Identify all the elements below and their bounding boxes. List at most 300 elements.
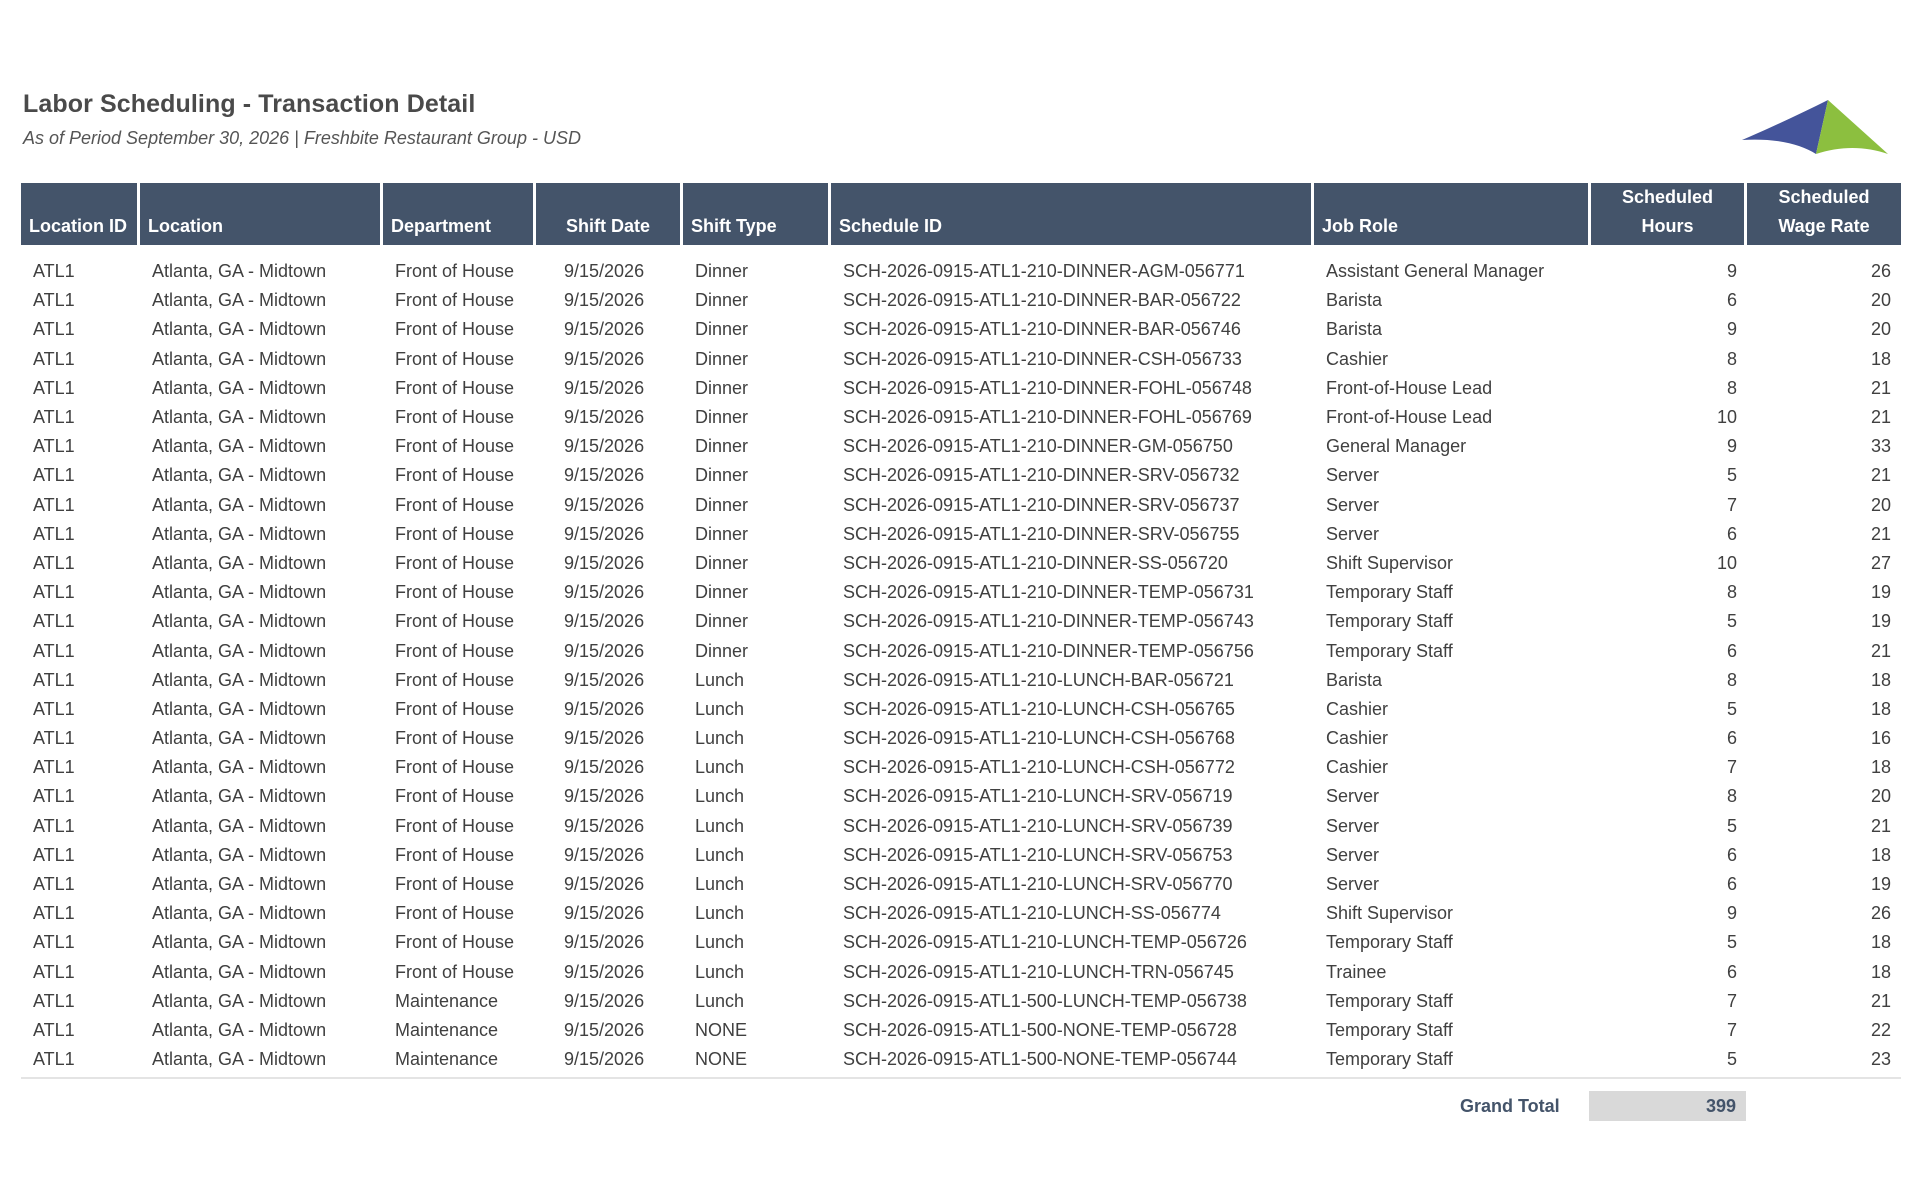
cell-job-role: Temporary Staff [1326, 611, 1453, 632]
cell-scheduled-wage-rate: 21 [1870, 377, 1891, 398]
cell-location-id: ATL1 [33, 757, 75, 778]
cell-shift-type: Lunch [695, 669, 745, 690]
cell-location: Atlanta, GA - Midtown [152, 990, 327, 1011]
cell-job-role: Temporary Staff [1326, 640, 1453, 661]
table-row[interactable] [21, 870, 1901, 899]
cell-department: Front of House [395, 319, 515, 340]
transaction-table-container [21, 183, 1901, 1074]
cell-shift-date: 9/15/2026 [564, 757, 645, 778]
cell-location-id: ATL1 [33, 698, 75, 719]
cell-scheduled-hours: 7 [1726, 1019, 1737, 1040]
cell-scheduled-wage-rate: 19 [1870, 611, 1891, 632]
cell-job-role: Temporary Staff [1326, 582, 1453, 603]
cell-schedule-id: SCH-2026-0915-ATL1-210-LUNCH-SRV-056739 [843, 815, 1233, 836]
cell-location-id: ATL1 [33, 1019, 75, 1040]
cell-location: Atlanta, GA - Midtown [152, 290, 327, 311]
cell-location-id: ATL1 [33, 465, 75, 486]
cell-location-id: ATL1 [33, 961, 75, 982]
table-row[interactable] [21, 812, 1901, 841]
cell-shift-type: Dinner [695, 319, 749, 340]
cell-shift-type: Lunch [695, 932, 745, 953]
cell-shift-date: 9/15/2026 [564, 961, 645, 982]
cell-department: Front of House [395, 290, 515, 311]
logo-green-shape [1816, 100, 1888, 154]
cell-schedule-id: SCH-2026-0915-ATL1-210-LUNCH-SRV-056719 [843, 786, 1233, 807]
cell-location-id: ATL1 [33, 903, 75, 924]
cell-scheduled-wage-rate: 21 [1870, 523, 1891, 544]
table-row[interactable] [21, 1045, 1901, 1074]
cell-scheduled-wage-rate: 19 [1870, 874, 1891, 895]
cell-location-id: ATL1 [33, 319, 75, 340]
cell-location-id: ATL1 [33, 990, 75, 1011]
cell-location: Atlanta, GA - Midtown [152, 698, 327, 719]
table-row[interactable] [21, 461, 1901, 490]
table-row[interactable] [21, 257, 1901, 286]
cell-shift-date: 9/15/2026 [564, 640, 645, 661]
cell-location-id: ATL1 [33, 786, 75, 807]
cell-department: Maintenance [395, 1019, 499, 1040]
cell-shift-date: 9/15/2026 [564, 582, 645, 603]
cell-schedule-id: SCH-2026-0915-ATL1-210-LUNCH-SRV-056753 [843, 844, 1233, 865]
cell-shift-date: 9/15/2026 [564, 436, 645, 457]
cell-department: Front of House [395, 582, 515, 603]
cell-department: Front of House [395, 261, 515, 282]
cell-scheduled-hours: 5 [1726, 465, 1737, 486]
cell-location-id: ATL1 [33, 874, 75, 895]
cell-location: Atlanta, GA - Midtown [152, 582, 327, 603]
cell-shift-date: 9/15/2026 [564, 698, 645, 719]
column-header-job-role[interactable]: Job Role [1314, 183, 1591, 245]
cell-job-role: Temporary Staff [1326, 1049, 1453, 1070]
cell-schedule-id: SCH-2026-0915-ATL1-210-LUNCH-SS-056774 [843, 903, 1221, 924]
cell-department: Front of House [395, 523, 515, 544]
cell-location: Atlanta, GA - Midtown [152, 261, 327, 282]
cell-location: Atlanta, GA - Midtown [152, 1019, 327, 1040]
cell-location-id: ATL1 [33, 407, 75, 428]
cell-shift-date: 9/15/2026 [564, 465, 645, 486]
cell-shift-type: Dinner [695, 523, 749, 544]
cell-job-role: Trainee [1326, 961, 1387, 982]
cell-department: Front of House [395, 407, 515, 428]
cell-schedule-id: SCH-2026-0915-ATL1-210-DINNER-TEMP-056743 [843, 611, 1254, 632]
cell-scheduled-wage-rate: 19 [1870, 582, 1891, 603]
cell-scheduled-wage-rate: 21 [1870, 815, 1891, 836]
cell-shift-type: Dinner [695, 582, 749, 603]
cell-schedule-id: SCH-2026-0915-ATL1-210-DINNER-GM-056750 [843, 436, 1233, 457]
cell-location: Atlanta, GA - Midtown [152, 786, 327, 807]
cell-location-id: ATL1 [33, 523, 75, 544]
cell-shift-date: 9/15/2026 [564, 552, 645, 573]
cell-shift-date: 9/15/2026 [564, 494, 645, 515]
cell-location-id: ATL1 [33, 640, 75, 661]
cell-shift-type: Dinner [695, 348, 749, 369]
table-row[interactable] [21, 724, 1901, 753]
cell-scheduled-hours: 5 [1726, 815, 1737, 836]
cell-scheduled-wage-rate: 26 [1870, 903, 1891, 924]
cell-scheduled-hours: 8 [1726, 377, 1737, 398]
cell-scheduled-wage-rate: 18 [1870, 698, 1891, 719]
cell-location-id: ATL1 [33, 261, 75, 282]
cell-location-id: ATL1 [33, 932, 75, 953]
table-body [21, 245, 1901, 1074]
cell-scheduled-hours: 6 [1726, 728, 1737, 749]
column-header-department[interactable]: Department [383, 183, 536, 245]
table-row[interactable] [21, 782, 1901, 811]
table-row[interactable] [21, 899, 1901, 928]
cell-location-id: ATL1 [33, 436, 75, 457]
cell-schedule-id: SCH-2026-0915-ATL1-210-LUNCH-BAR-056721 [843, 669, 1234, 690]
cell-schedule-id: SCH-2026-0915-ATL1-210-DINNER-BAR-056746 [843, 319, 1241, 340]
cell-scheduled-wage-rate: 21 [1870, 990, 1891, 1011]
table-row[interactable] [21, 958, 1901, 987]
cell-scheduled-wage-rate: 18 [1870, 669, 1891, 690]
table-bottom-divider [21, 1077, 1901, 1079]
cell-scheduled-hours: 5 [1726, 698, 1737, 719]
table-spacer-row [21, 245, 1901, 257]
cell-department: Front of House [395, 844, 515, 865]
column-header-location[interactable]: Location [140, 183, 383, 245]
cell-schedule-id: SCH-2026-0915-ATL1-210-DINNER-AGM-056771 [843, 261, 1245, 282]
cell-shift-type: Dinner [695, 407, 749, 428]
cell-location: Atlanta, GA - Midtown [152, 640, 327, 661]
table-row[interactable] [21, 607, 1901, 636]
cell-department: Maintenance [395, 1049, 499, 1070]
cell-schedule-id: SCH-2026-0915-ATL1-500-NONE-TEMP-056744 [843, 1049, 1237, 1070]
table-row[interactable] [21, 315, 1901, 344]
cell-location: Atlanta, GA - Midtown [152, 844, 327, 865]
table-row[interactable] [21, 374, 1901, 403]
cell-job-role: Cashier [1326, 757, 1389, 778]
cell-scheduled-hours: 10 [1716, 407, 1737, 428]
cell-job-role: Temporary Staff [1326, 932, 1453, 953]
cell-scheduled-wage-rate: 20 [1870, 290, 1891, 311]
cell-shift-type: Dinner [695, 377, 749, 398]
table-row[interactable] [21, 403, 1901, 432]
cell-schedule-id: SCH-2026-0915-ATL1-500-NONE-TEMP-056728 [843, 1019, 1237, 1040]
table-row[interactable] [21, 549, 1901, 578]
cell-shift-type: Dinner [695, 436, 749, 457]
table-row[interactable] [21, 753, 1901, 782]
cell-scheduled-wage-rate: 21 [1870, 640, 1891, 661]
report-subtitle: As of Period September 30, 2026 | Freshbite Restaurant Group - USD [23, 128, 581, 148]
cell-schedule-id: SCH-2026-0915-ATL1-210-DINNER-SS-056720 [843, 552, 1228, 573]
table-row[interactable] [21, 666, 1901, 695]
cell-job-role: Front-of-House Lead [1326, 407, 1493, 428]
cell-department: Front of House [395, 932, 515, 953]
cell-location: Atlanta, GA - Midtown [152, 903, 327, 924]
cell-location: Atlanta, GA - Midtown [152, 494, 327, 515]
cell-job-role: Shift Supervisor [1326, 552, 1454, 573]
cell-location: Atlanta, GA - Midtown [152, 319, 327, 340]
cell-job-role: Server [1326, 523, 1380, 544]
cell-location: Atlanta, GA - Midtown [152, 815, 327, 836]
cell-scheduled-wage-rate: 16 [1870, 728, 1891, 749]
cell-job-role: Server [1326, 786, 1380, 807]
cell-shift-date: 9/15/2026 [564, 990, 645, 1011]
cell-shift-date: 9/15/2026 [564, 523, 645, 544]
cell-schedule-id: SCH-2026-0915-ATL1-210-LUNCH-SRV-056770 [843, 874, 1233, 895]
cell-scheduled-wage-rate: 33 [1870, 436, 1891, 457]
cell-location: Atlanta, GA - Midtown [152, 552, 327, 573]
cell-department: Front of House [395, 611, 515, 632]
cell-scheduled-hours: 9 [1726, 261, 1737, 282]
cell-schedule-id: SCH-2026-0915-ATL1-210-LUNCH-CSH-056765 [843, 698, 1235, 719]
cell-location-id: ATL1 [33, 348, 75, 369]
cell-department: Front of House [395, 786, 515, 807]
column-header-scheduled-wage-rate[interactable]: Scheduled Wage Rate [1747, 183, 1901, 245]
cell-shift-date: 9/15/2026 [564, 844, 645, 865]
cell-scheduled-hours: 6 [1726, 961, 1737, 982]
cell-scheduled-hours: 5 [1726, 611, 1737, 632]
cell-shift-type: Lunch [695, 961, 745, 982]
cell-scheduled-hours: 10 [1716, 552, 1737, 573]
cell-job-role: General Manager [1326, 436, 1467, 457]
cell-shift-date: 9/15/2026 [564, 728, 645, 749]
cell-scheduled-wage-rate: 26 [1870, 261, 1891, 282]
cell-shift-type: Lunch [695, 698, 745, 719]
cell-location: Atlanta, GA - Midtown [152, 874, 327, 895]
cell-department: Front of House [395, 465, 515, 486]
cell-scheduled-hours: 7 [1726, 757, 1737, 778]
cell-scheduled-hours: 9 [1726, 319, 1737, 340]
logo-blue-shape [1742, 100, 1828, 154]
cell-location-id: ATL1 [33, 611, 75, 632]
table-row[interactable] [21, 345, 1901, 374]
cell-department: Front of House [395, 640, 515, 661]
cell-scheduled-hours: 6 [1726, 523, 1737, 544]
transaction-table [21, 183, 1901, 1074]
cell-department: Front of House [395, 669, 515, 690]
cell-department: Front of House [395, 757, 515, 778]
cell-department: Front of House [395, 874, 515, 895]
cell-shift-date: 9/15/2026 [564, 932, 645, 953]
cell-shift-type: NONE [695, 1049, 748, 1070]
cell-location: Atlanta, GA - Midtown [152, 932, 327, 953]
cell-scheduled-hours: 6 [1726, 290, 1737, 311]
cell-job-role: Front-of-House Lead [1326, 377, 1493, 398]
cell-job-role: Cashier [1326, 348, 1389, 369]
cell-schedule-id: SCH-2026-0915-ATL1-210-DINNER-TEMP-056756 [843, 640, 1254, 661]
cell-schedule-id: SCH-2026-0915-ATL1-210-DINNER-CSH-056733 [843, 348, 1242, 369]
cell-schedule-id: SCH-2026-0915-ATL1-210-DINNER-SRV-056737 [843, 494, 1240, 515]
cell-shift-type: Lunch [695, 903, 745, 924]
cell-job-role: Server [1326, 874, 1380, 895]
cell-shift-date: 9/15/2026 [564, 290, 645, 311]
cell-location-id: ATL1 [33, 377, 75, 398]
cell-department: Front of House [395, 436, 515, 457]
cell-scheduled-hours: 8 [1726, 669, 1737, 690]
cell-scheduled-wage-rate: 18 [1870, 932, 1891, 953]
cell-department: Front of House [395, 698, 515, 719]
cell-job-role: Server [1326, 815, 1380, 836]
cell-shift-type: Dinner [695, 494, 749, 515]
cell-shift-date: 9/15/2026 [564, 874, 645, 895]
cell-shift-type: Dinner [695, 611, 749, 632]
table-row[interactable] [21, 491, 1901, 520]
cell-scheduled-hours: 6 [1726, 844, 1737, 865]
cell-shift-type: Lunch [695, 844, 745, 865]
cell-scheduled-hours: 5 [1726, 1049, 1737, 1070]
cell-shift-date: 9/15/2026 [564, 903, 645, 924]
cell-shift-date: 9/15/2026 [564, 669, 645, 690]
column-header-scheduled-hours[interactable]: Scheduled Hours [1591, 183, 1747, 245]
cell-job-role: Shift Supervisor [1326, 903, 1454, 924]
cell-job-role: Server [1326, 494, 1380, 515]
cell-shift-type: Dinner [695, 290, 749, 311]
cell-shift-date: 9/15/2026 [564, 1049, 645, 1070]
table-row[interactable] [21, 520, 1901, 549]
cell-scheduled-wage-rate: 20 [1870, 786, 1891, 807]
cell-scheduled-hours: 8 [1726, 348, 1737, 369]
cell-department: Front of House [395, 377, 515, 398]
cell-schedule-id: SCH-2026-0915-ATL1-210-LUNCH-TEMP-056726 [843, 932, 1247, 953]
cell-schedule-id: SCH-2026-0915-ATL1-210-LUNCH-TRN-056745 [843, 961, 1234, 982]
cell-scheduled-hours: 7 [1726, 990, 1737, 1011]
cell-job-role: Assistant General Manager [1326, 261, 1545, 282]
report-title: Labor Scheduling - Transaction Detail [23, 90, 476, 118]
cell-location: Atlanta, GA - Midtown [152, 1049, 327, 1070]
cell-schedule-id: SCH-2026-0915-ATL1-210-DINNER-TEMP-056731 [843, 582, 1254, 603]
cell-shift-type: Dinner [695, 465, 749, 486]
cell-department: Front of House [395, 961, 515, 982]
cell-scheduled-wage-rate: 21 [1870, 407, 1891, 428]
cell-shift-type: Lunch [695, 874, 745, 895]
cell-schedule-id: SCH-2026-0915-ATL1-210-DINNER-SRV-056732 [843, 465, 1240, 486]
company-logo-icon [1740, 96, 1892, 156]
cell-job-role: Cashier [1326, 698, 1389, 719]
grand-total-hours-value: 399 [1589, 1091, 1746, 1121]
cell-location: Atlanta, GA - Midtown [152, 348, 327, 369]
table-row[interactable] [21, 1016, 1901, 1045]
cell-shift-type: Dinner [695, 552, 749, 573]
cell-scheduled-wage-rate: 20 [1870, 319, 1891, 340]
cell-scheduled-wage-rate: 23 [1870, 1049, 1891, 1070]
table-row[interactable] [21, 432, 1901, 461]
cell-schedule-id: SCH-2026-0915-ATL1-210-DINNER-BAR-056722 [843, 290, 1241, 311]
cell-job-role: Cashier [1326, 728, 1389, 749]
cell-scheduled-wage-rate: 20 [1870, 494, 1891, 515]
table-row[interactable] [21, 987, 1901, 1016]
cell-scheduled-hours: 9 [1726, 903, 1737, 924]
cell-location: Atlanta, GA - Midtown [152, 728, 327, 749]
cell-scheduled-hours: 6 [1726, 640, 1737, 661]
cell-location-id: ATL1 [33, 494, 75, 515]
table-row[interactable] [21, 286, 1901, 315]
cell-scheduled-hours: 8 [1726, 582, 1737, 603]
cell-department: Front of House [395, 815, 515, 836]
cell-location-id: ATL1 [33, 552, 75, 573]
cell-schedule-id: SCH-2026-0915-ATL1-210-DINNER-FOHL-056748 [843, 377, 1252, 398]
cell-scheduled-hours: 9 [1726, 436, 1737, 457]
cell-location-id: ATL1 [33, 1049, 75, 1070]
cell-job-role: Server [1326, 465, 1380, 486]
cell-schedule-id: SCH-2026-0915-ATL1-210-DINNER-SRV-056755 [843, 523, 1240, 544]
cell-shift-type: Lunch [695, 815, 745, 836]
column-header-shift-type[interactable]: Shift Type [683, 183, 831, 245]
table-row[interactable] [21, 636, 1901, 665]
cell-location: Atlanta, GA - Midtown [152, 377, 327, 398]
column-header-location-id[interactable]: Location ID [21, 183, 140, 245]
cell-job-role: Temporary Staff [1326, 990, 1453, 1011]
cell-location: Atlanta, GA - Midtown [152, 465, 327, 486]
cell-location: Atlanta, GA - Midtown [152, 961, 327, 982]
cell-scheduled-wage-rate: 18 [1870, 757, 1891, 778]
cell-location: Atlanta, GA - Midtown [152, 436, 327, 457]
cell-shift-type: Lunch [695, 786, 745, 807]
cell-shift-date: 9/15/2026 [564, 261, 645, 282]
cell-scheduled-hours: 6 [1726, 874, 1737, 895]
cell-shift-type: Dinner [695, 640, 749, 661]
table-row[interactable] [21, 841, 1901, 870]
cell-shift-type: Dinner [695, 261, 749, 282]
cell-department: Maintenance [395, 990, 499, 1011]
cell-location: Atlanta, GA - Midtown [152, 757, 327, 778]
cell-location: Atlanta, GA - Midtown [152, 669, 327, 690]
grand-total-label: Grand Total [1460, 1096, 1560, 1116]
cell-schedule-id: SCH-2026-0915-ATL1-210-LUNCH-CSH-056768 [843, 728, 1235, 749]
cell-scheduled-wage-rate: 18 [1870, 844, 1891, 865]
cell-job-role: Barista [1326, 319, 1383, 340]
cell-location-id: ATL1 [33, 728, 75, 749]
cell-shift-type: NONE [695, 1019, 748, 1040]
cell-shift-date: 9/15/2026 [564, 1019, 645, 1040]
cell-shift-type: Lunch [695, 990, 745, 1011]
cell-department: Front of House [395, 903, 515, 924]
cell-schedule-id: SCH-2026-0915-ATL1-210-LUNCH-CSH-056772 [843, 757, 1235, 778]
cell-department: Front of House [395, 728, 515, 749]
cell-schedule-id: SCH-2026-0915-ATL1-500-LUNCH-TEMP-056738 [843, 990, 1247, 1011]
cell-scheduled-wage-rate: 22 [1870, 1019, 1891, 1040]
cell-scheduled-wage-rate: 18 [1870, 348, 1891, 369]
cell-job-role: Barista [1326, 290, 1383, 311]
cell-location: Atlanta, GA - Midtown [152, 611, 327, 632]
cell-scheduled-wage-rate: 27 [1870, 552, 1891, 573]
cell-shift-date: 9/15/2026 [564, 815, 645, 836]
column-header-schedule-id[interactable]: Schedule ID [831, 183, 1314, 245]
cell-job-role: Temporary Staff [1326, 1019, 1453, 1040]
cell-location-id: ATL1 [33, 844, 75, 865]
cell-shift-date: 9/15/2026 [564, 319, 645, 340]
cell-shift-date: 9/15/2026 [564, 786, 645, 807]
cell-shift-date: 9/15/2026 [564, 377, 645, 398]
cell-job-role: Barista [1326, 669, 1383, 690]
cell-shift-date: 9/15/2026 [564, 407, 645, 428]
cell-location-id: ATL1 [33, 669, 75, 690]
cell-shift-type: Lunch [695, 757, 745, 778]
cell-department: Front of House [395, 494, 515, 515]
cell-location-id: ATL1 [33, 582, 75, 603]
table-row[interactable] [21, 578, 1901, 607]
cell-shift-type: Lunch [695, 728, 745, 749]
cell-location-id: ATL1 [33, 290, 75, 311]
cell-job-role: Server [1326, 844, 1380, 865]
cell-department: Front of House [395, 552, 515, 573]
cell-scheduled-wage-rate: 21 [1870, 465, 1891, 486]
cell-scheduled-hours: 7 [1726, 494, 1737, 515]
table-row[interactable] [21, 695, 1901, 724]
cell-scheduled-hours: 8 [1726, 786, 1737, 807]
cell-schedule-id: SCH-2026-0915-ATL1-210-DINNER-FOHL-056769 [843, 407, 1252, 428]
column-header-shift-date[interactable]: Shift Date [536, 183, 683, 245]
cell-department: Front of House [395, 348, 515, 369]
cell-location-id: ATL1 [33, 815, 75, 836]
table-header-row [21, 183, 1901, 245]
table-row[interactable] [21, 928, 1901, 957]
cell-shift-date: 9/15/2026 [564, 348, 645, 369]
cell-shift-date: 9/15/2026 [564, 611, 645, 632]
cell-scheduled-wage-rate: 18 [1870, 961, 1891, 982]
cell-scheduled-hours: 5 [1726, 932, 1737, 953]
